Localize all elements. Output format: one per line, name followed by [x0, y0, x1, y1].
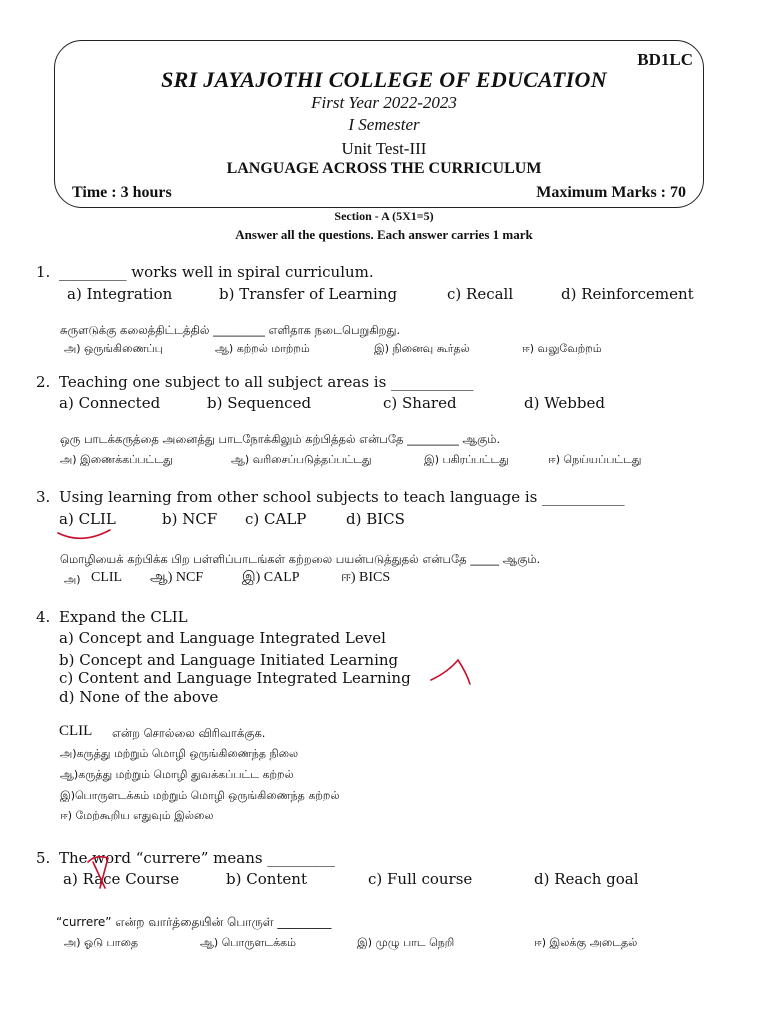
- semester: I Semester: [348, 115, 420, 134]
- q3-option-c: c) CALP: [245, 510, 307, 528]
- q5-option-c: c) Full course: [368, 870, 473, 888]
- q4-tamil-option-b: ஆ)கருத்து மற்றும் மொழி துவக்கப்பட்ட கற்றல்: [60, 768, 294, 781]
- q3-option-a: a) CLIL: [59, 510, 116, 528]
- q1-tamil-option-d: ஈ) வலுவேற்றம்: [522, 342, 602, 355]
- q1-option-c: c) Recall: [447, 285, 514, 303]
- course-code: BD1LC: [637, 50, 693, 69]
- q3-option-d: d) BICS: [346, 510, 405, 528]
- q5-tamil-option-a: அ) ஓடு பாதை: [64, 936, 139, 949]
- q4-option-d: d) None of the above: [59, 688, 219, 706]
- time-allowed: Time : 3 hours: [72, 184, 172, 201]
- q4-tamil-option-a: அ)கருத்து மற்றும் மொழி ஒருங்கிணைந்த நிலை: [60, 747, 299, 760]
- q1-tamil-option-a: அ) ஒருங்கிணைப்பு: [64, 342, 163, 355]
- q1-text: _________ works well in spiral curriculum.: [59, 263, 374, 281]
- q1-tamil-question: சுருளடுக்கு கலைத்திட்டத்தில் _________ எளிதாக நடைபெறுகிறது.: [60, 323, 401, 337]
- q3-text: Using learning from other school subjects to teach language is ___________: [59, 488, 625, 506]
- q2-option-c: c) Shared: [383, 394, 457, 412]
- q3-tamil-option-d: ஈ) BICS: [341, 570, 391, 585]
- q2-option-b: b) Sequenced: [207, 394, 312, 412]
- q3-tamil-option-b: ஆ) NCF: [150, 570, 204, 585]
- q2-tamil-option-c: இ) பகிரப்பட்டது: [424, 453, 509, 466]
- maximum-marks: Maximum Marks : 70: [536, 184, 686, 201]
- unit-test: Unit Test-III: [341, 139, 427, 158]
- q5-tamil-question: “currere” என்ற வார்த்தையின் பொருள் _________: [56, 915, 332, 929]
- q2-tamil-option-b: ஆ) வரிசைப்படுத்தப்பட்டது: [231, 453, 372, 466]
- q1-number: 1.: [36, 263, 51, 281]
- academic-year: First Year 2022-2023: [311, 93, 457, 112]
- q3-tamil-question: மொழியைக் கற்பிக்க பிற பள்ளிப்பாடங்கள் கற்றலை பயன்படுத்துதல் என்பதே _____ ஆகும்.: [60, 552, 541, 566]
- q3-tamil-option-a-prefix: அ): [64, 573, 81, 586]
- q5-tamil-option-b: ஆ) பொருளடக்கம்: [200, 936, 296, 949]
- q3-tamil-option-a: CLIL: [91, 570, 123, 585]
- q3-tamil-option-c: இ) CALP: [242, 570, 300, 585]
- q4-tamil-question: என்ற சொல்லை விரிவாக்குக.: [112, 726, 266, 740]
- section-instruction: Answer all the questions. Each answer carries 1 mark: [235, 227, 533, 242]
- q2-option-a: a) Connected: [59, 394, 161, 412]
- q5-option-d: d) Reach goal: [534, 870, 639, 888]
- q5-option-b: b) Content: [226, 870, 307, 888]
- q2-option-d: d) Webbed: [524, 394, 605, 412]
- q4-tamil-option-c: இ)பொருளடக்கம் மற்றும் மொழி ஒருங்கிணைந்த கற்றல்: [60, 789, 340, 802]
- q2-number: 2.: [36, 373, 51, 391]
- q5-tamil-option-d: ஈ) இலக்கு அடைதல்: [534, 936, 638, 949]
- q5-tamil-option-c: இ) முழு பாட நெறி: [357, 936, 455, 949]
- section-title: Section - A (5X1=5): [334, 209, 434, 223]
- q4-tick-mark: [431, 660, 470, 684]
- q5-number: 5.: [36, 849, 51, 867]
- q5-option-a: a) Race Course: [63, 870, 180, 888]
- q2-tamil-question: ஒரு பாடக்கருத்தை அனைத்து பாடநோக்கிலும் கற்பித்தல் என்பதே _________ ஆகும்.: [60, 432, 501, 446]
- q2-tamil-option-a: அ) இணைக்கப்பட்டது: [60, 453, 173, 466]
- q4-tamil-prefix: CLIL: [59, 723, 93, 739]
- q1-option-a: a) Integration: [67, 285, 173, 303]
- q2-text: Teaching one subject to all subject areas is ___________: [59, 373, 474, 391]
- q4-text: Expand the CLIL: [59, 608, 188, 626]
- q4-option-b: b) Concept and Language Initiated Learning: [59, 651, 399, 669]
- q4-option-a: a) Concept and Language Integrated Level: [59, 629, 386, 647]
- q5-text: The word “currere” means _________: [59, 849, 335, 867]
- college-name: SRI JAYAJOTHI COLLEGE OF EDUCATION: [161, 67, 607, 92]
- q2-tamil-option-d: ஈ) நெய்யப்பட்டது: [548, 453, 642, 466]
- subject-title: LANGUAGE ACROSS THE CURRICULUM: [226, 160, 542, 177]
- q3-underline-mark: [58, 530, 110, 538]
- q1-tamil-option-c: இ) நினைவு கூர்தல்: [374, 342, 470, 355]
- q3-option-b: b) NCF: [162, 510, 218, 528]
- q3-number: 3.: [36, 488, 51, 506]
- q1-option-b: b) Transfer of Learning: [219, 285, 398, 303]
- q1-option-d: d) Reinforcement: [561, 285, 694, 303]
- q1-tamil-option-b: ஆ) கற்றல் மாற்றம்: [215, 342, 310, 355]
- q4-number: 4.: [36, 608, 51, 626]
- q4-option-c: c) Content and Language Integrated Learning: [59, 669, 411, 687]
- q4-tamil-option-d: ஈ) மேற்கூறிய எதுவும் இல்லை: [60, 809, 214, 822]
